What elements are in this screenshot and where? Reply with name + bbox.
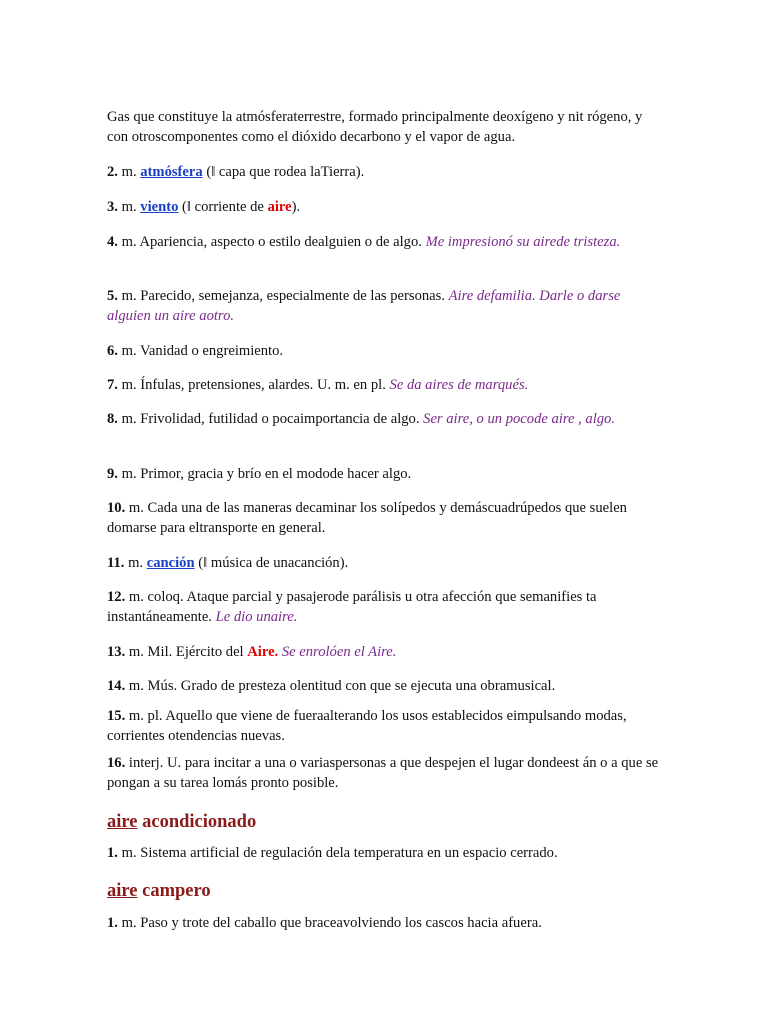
link-cancion[interactable]: canción (146, 555, 195, 571)
link-atmosfera[interactable]: atmósfera (140, 164, 203, 180)
definition-number: 1. (107, 845, 118, 861)
definition-16 (107, 753, 662, 793)
example-text: Le dio unaire. (215, 609, 298, 625)
definition-text-end: ). (291, 199, 301, 215)
definition-number: 12. (107, 589, 126, 605)
example-text: Ser aire, o un pocode aire , algo. (423, 411, 616, 427)
link-viento[interactable]: viento (140, 199, 179, 215)
subentry-heading (107, 879, 211, 903)
definition-text: m. Sistema artificial de regulación dela temperatura en un espacio cerrado. (121, 845, 558, 861)
example-text: Se enrolóen el Aire. (281, 644, 397, 660)
definition-text: (‖ música de unacanción). (198, 555, 349, 571)
definition-number: 10. (107, 500, 126, 516)
subentry-heading (107, 810, 256, 834)
definition-number: 16. (107, 755, 126, 771)
definition-text: m. pl. Aquello que viene de fueraalterando los usos establecidos eimpulsando modas, corrientes otendencias nuevas. (107, 708, 627, 744)
definition-8 (107, 409, 662, 429)
definition-number: 14. (107, 678, 126, 694)
definition-2 (107, 162, 662, 182)
definition-3 (107, 197, 662, 217)
definition-number: 13. (107, 644, 126, 660)
example-text: Aire defamilia. Darle o darse alguien un aire aotro. (107, 288, 621, 324)
definition-14 (107, 676, 662, 696)
definition-number: 4. (107, 234, 118, 250)
definition-number: 7. (107, 377, 118, 393)
definition-number: 1. (107, 915, 118, 931)
definition-text: m. Apariencia, aspecto o estilo dealguien o de algo. (121, 234, 422, 250)
definition-text: m. Primor, gracia y brío en el modode hacer algo. (121, 466, 412, 482)
definition-15 (107, 706, 662, 746)
keyword-highlight: aire (267, 199, 292, 215)
definition-text: m. Mús. Grado de presteza olentitud con que se ejecuta una obramusical. (128, 678, 556, 694)
subentry-title: acondicionado (142, 812, 257, 832)
definition-6 (107, 341, 662, 361)
definition-number: 11. (107, 555, 125, 571)
definition-text: m. Mil. Ejército del (128, 644, 244, 660)
definition-text: m. Cada una de las maneras decaminar los solípedos y demáscuadrúpedos que suelen domarse para eltransporte en general. (107, 500, 627, 536)
definition-number: 2. (107, 164, 118, 180)
definition-category: m. (121, 164, 137, 180)
definition-number: 15. (107, 708, 126, 724)
definition-10 (107, 498, 662, 538)
definition-11 (107, 553, 662, 573)
definition-text: (‖ capa que rodea laTierra). (206, 164, 365, 180)
definition-category: m. (121, 199, 137, 215)
definition-intro: Gas que constituye la atmósferaterrestre, formado principalmente deoxígeno y nit rógeno, y con otroscomponentes como el dióxido decarbono y el vapor de agua. (107, 109, 643, 145)
definition-category: m. (128, 555, 144, 571)
subentry-keyword-link[interactable]: aire (107, 812, 138, 832)
definition-13 (107, 642, 662, 662)
definition-text: m. Vanidad o engreimiento. (121, 343, 284, 359)
definition-text: m. Frivolidad, futilidad o pocaimportancia de algo. (121, 411, 420, 427)
example-text: Me impresionó su airede tristeza. (425, 234, 621, 250)
definition-text: m. Ínfulas, pretensiones, alardes. U. m. en pl. (121, 377, 386, 393)
definition-7 (107, 375, 662, 395)
definition-text: m. coloq. Ataque parcial y pasajerode parálisis u otra afección que semanifies ta instantáneamente. (107, 589, 597, 625)
definition-number: 3. (107, 199, 118, 215)
definition-text: m. Paso y trote del caballo que braceavolviendo los cascos hacia afuera. (121, 915, 542, 931)
subentry-definition (107, 843, 662, 863)
definition-9 (107, 464, 662, 484)
definition-number: 9. (107, 466, 118, 482)
definition-text: m. Parecido, semejanza, especialmente de las personas. (121, 288, 445, 304)
definition-12 (107, 587, 662, 627)
definition-4 (107, 232, 662, 252)
keyword-highlight: Aire. (247, 644, 279, 660)
example-text: Se da aires de marqués. (389, 377, 529, 393)
definition-text: interj. U. para incitar a una o variaspersonas a que despejen el lugar dondeest án o a que se pongan a su tarea lomás pronto posible. (107, 755, 659, 791)
definition-text: (‖ corriente de (182, 199, 264, 215)
subentry-definition (107, 913, 662, 933)
subentry-keyword-link[interactable]: aire (107, 881, 138, 901)
definition-5 (107, 286, 662, 326)
definition-number: 5. (107, 288, 118, 304)
definition-number: 6. (107, 343, 118, 359)
subentry-title: campero (142, 881, 211, 901)
definition-number: 8. (107, 411, 118, 427)
